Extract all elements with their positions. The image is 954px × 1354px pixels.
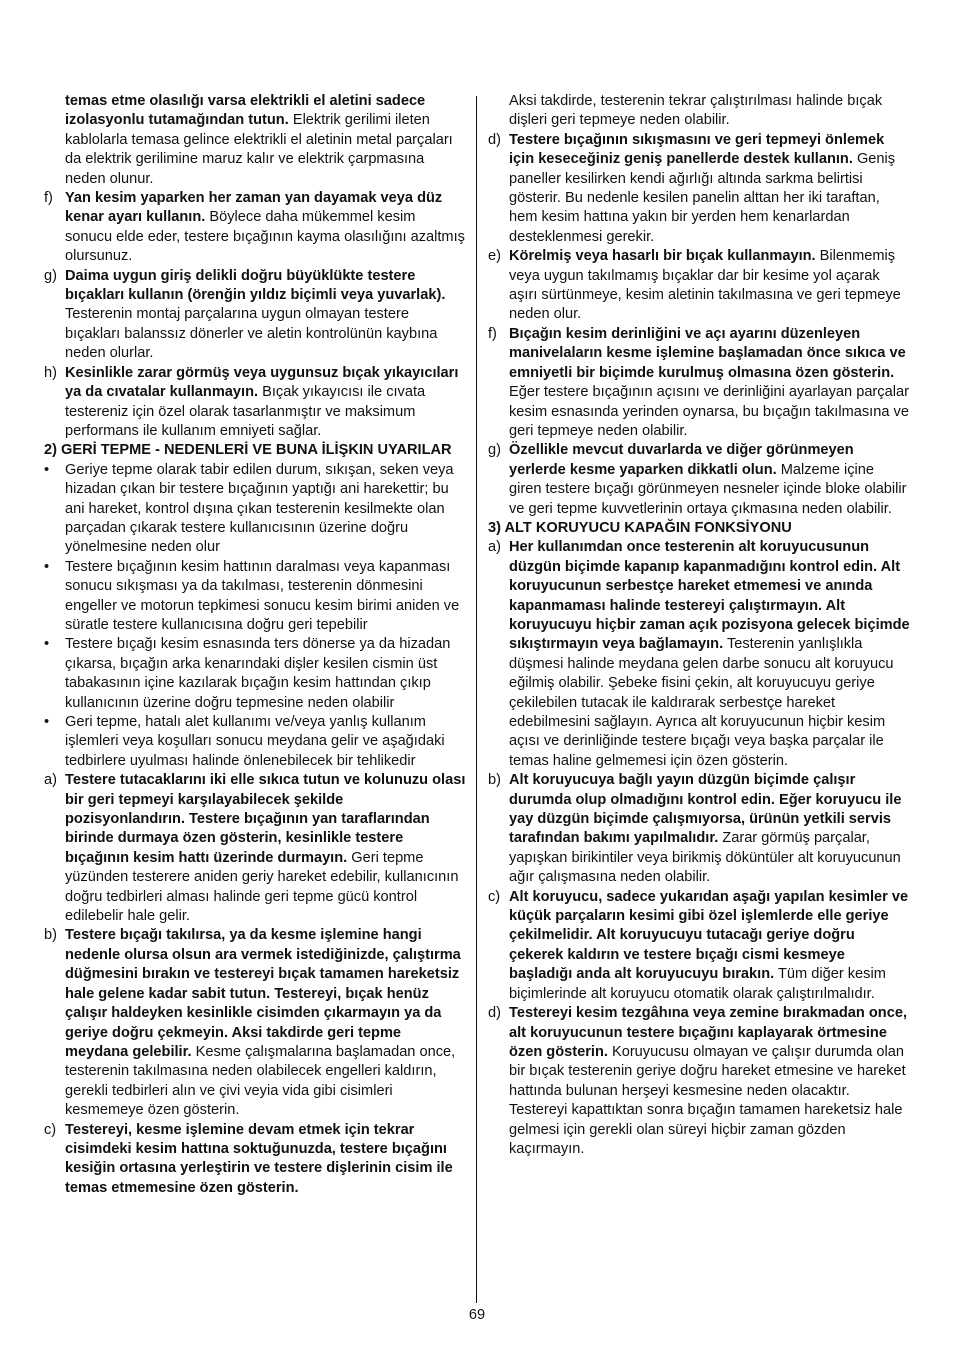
list-item-text: [65, 1121, 466, 1199]
list-item: [488, 441, 910, 519]
list-item: [488, 325, 910, 441]
list-marker: a): [488, 539, 501, 556]
list-item-text: [65, 364, 466, 442]
body-text: Testerenin yanlışlıkla düşmesi halinde meydana gelen darbe sonucu alt koruyucu eğilmiş olabilir. Şebeke fisini çekin, alt koruyucuyu geriye çekilebilen tutacak ile kaldırarak serbestçe hareket edebilmesini sağlayın. Ayrıca alt koruyucunun hiçbir kesim açısı ve derinliğinde testere bıçağı veya başka parçalar ile temas haline gelmemesi için özen gösterin.: [509, 636, 894, 769]
list-marker: •: [44, 558, 50, 575]
bold-text: Testere bıçağının sıkışmasını ve geri tepmeyi önlemek için keseceğiniz geniş panellerde destek kullanın.: [509, 131, 885, 168]
body-text: Bıçak yıkayıcısı ile cıvata testereniz için özel olarak tasarlanmıştır ve maksimum performans ile kullanım emniyeti sağlar.: [65, 384, 426, 439]
bold-text: temas etme olasılığı varsa elektrikli el aletini sadece izolasyonlu tutamağından tutun.: [65, 93, 426, 129]
list-marker: f): [44, 190, 53, 207]
section-heading: 2) GERİ TEPME - NEDENLERİ VE BUNA İLİŞKIN UYARILAR: [44, 442, 452, 459]
list-item-text: [65, 713, 466, 771]
list-item: [44, 926, 466, 1120]
list-item: [44, 189, 466, 267]
list-item-text: [509, 538, 910, 771]
body-text: Tüm diğer kesim biçimlerinde alt koruyucu otomatik olarak çalıştırılmalıdır.: [509, 966, 886, 1002]
list-marker: c): [44, 1121, 57, 1138]
body-text: Geri tepme yüzünden testerere aniden geriy hareket edebilir, kullanıcının doğru tedbirleri alması halinde geri tepme gücü kontrol edilebelir hale gelir.: [65, 849, 459, 925]
list-item: [44, 461, 466, 558]
list-item-text: [65, 461, 466, 558]
list-marker: a): [44, 772, 57, 789]
bold-text: Alt koruyucuya bağlı yayın düzgün biçimde çalışır durumda olup olmadığını kontrol edin. Eğer koruyucu ile yay düzgün biçimde çalışmıyorsa, ürünün yetkili servis tarafından bakımı yapılmalıdır.: [509, 772, 902, 847]
list-item: [44, 267, 466, 364]
list-item: [44, 713, 466, 771]
bold-text: Testere tutacaklarını iki elle sıkıca tutun ve kolunuzu olası bir geri tepmeyi karşılayabilecek şekilde pozisyonlandırın. Testere bıçağının yan taraflarından birinde durmaya özen gösterin, kesinlikle testere bıçağının kesim hattı üzerinde durmayın.: [65, 772, 466, 866]
bold-text: Testere bıçağı takılırsa, ya da kesme işlemine hangi nedenle olursa olsun ara vermek istediğinizde, çalıştırma düğmesini bırakın ve testereyi bıçak tamamen hareketsiz hale gelene kadar sabit tutun. Testereyi, bıçak henüz çalışır haldeyken kesinlikle cisimden çıkarmayın ya da geriye doğru çekmeyin. Aksi takdirde geri tepme meydana gelebilir.: [65, 927, 461, 1060]
list-marker: d): [488, 1005, 501, 1022]
list-marker: b): [44, 927, 57, 944]
right-column: [488, 92, 910, 1159]
section-heading: 3) ALT KORUYUCU KAPAĞIN FONKSİYONU: [488, 519, 792, 536]
list-item-text: [509, 325, 910, 441]
list-item-text: [509, 888, 910, 1004]
body-text: Bilenmemiş veya uygun takılmamış bıçaklar dar bir kesime yol açarak aşırı sürtünmeye, kesim aletinin takılmasına ve geri tepmeye neden olur.: [509, 248, 901, 323]
list-item: [488, 1004, 910, 1159]
bold-text: Alt koruyucu, sadece yukarıdan aşağı yapılan kesimler ve küçük parçaların kesimi gibi özel işlemlerde elle geriye çekilmelidir. Alt koruyucuyu tutacağı geriye doğru çekerek kaldırın ve testere bıçağı cismi kesmeye başladığı anda alt koruyucuyu bırakın.: [509, 888, 909, 983]
list-marker: c): [488, 888, 501, 905]
bold-text: Özellikle mevcut duvarlarda ve diğer görünmeyen yerlerde kesme yaparken dikkatli olun.: [509, 442, 854, 478]
list-item: [488, 888, 910, 1004]
body-text: Testere bıçağı kesim esnasında ters dönerse ya da hizadan çıkarsa, bıçağın arka kenarındaki dişler kesilen cismin üst tabakasının içine kazılarak bıçağın kesim hattından çıkıp kullanıcının üzerine doğru tepmesine neden olabilir: [65, 636, 451, 711]
list-marker: e): [488, 248, 501, 265]
body-text: Eğer testere bıçağının açısını ve derinliğini ayarlayan parçalar kesim esnasında yerinden oynarsa, bu bıçağın takılmasına ve geri tepmeye neden olabilir.: [509, 384, 909, 439]
list-item-text: [65, 267, 466, 364]
body-text: Geniş paneller kesilirken kendi ağırlığı altında sarkma belirtisi gösterir. Bu nedenle kesilen panelin alttan her iki taraftan, hem kesim hattına yakın bir yerden hem kenarlardan desteklenmesi gerekir.: [509, 151, 896, 245]
body-text: Testerenin montaj parçalarına uygun olmayan testere bıçakları balanssız dönerler ve aletin kontrolünün kaybına neden olurlar.: [65, 306, 438, 362]
list-item: [488, 771, 910, 887]
body-text: Geri tepme, hatalı alet kullanımı ve/veya yanlış kullanım işlemleri veya koşulları sonucu meydana gelir ve aşağıdaki tedbirlere uyulması halinde önlenebilecek bir tehlikedir: [65, 714, 445, 769]
list-marker: g): [44, 267, 57, 284]
bold-text: Testereyi kesim tezgâhına veya zemine bırakmadan once, alt koruyucunun testere bıçağını kaplayarak örtmesine özen gösterin.: [509, 1005, 907, 1060]
list-marker: g): [488, 442, 501, 459]
body-text: Koruyucusu olmayan ve çalışır durumda olan bir bıçak testerenin geriye doğru hareket etmesine ve hareket hattında bulunan herşeyi kesmesine neden olacaktır. Testereyi kapattıktan sonra bıçağın tamamen hareketsiz hale gelmesi için gerekli olan süreyi hiçbir zaman gözden kaçırmayın.: [509, 1043, 906, 1157]
list-item-text: [65, 771, 466, 926]
body-text: Kesme çalışmalarına başlamadan once, testerenin takılmasına neden olabilecek engelleri kaldırın, gerekli tedbirleri alın ve çivi veyia vida gibi cisimleri kesmemeye özen gösterin.: [65, 1043, 456, 1119]
body-text: Malzeme içine giren testere bıçağı görünmeyen nesneler içinde bloke olabilir ve geri tepme kuvvetlerinin ortaya çıkmasına neden olabilir.: [509, 461, 907, 517]
list-item-text: [65, 635, 466, 713]
list-item-text: [509, 771, 910, 887]
bold-text: Yan kesim yaparken her zaman yan dayamak veya düz kenar ayarı kullanın.: [65, 190, 443, 226]
list-item-text: [65, 189, 466, 267]
continued-paragraph: [44, 92, 466, 189]
bold-text: Daima uygun giriş delikli doğru büyüklükte testere bıçakları kullanın (örenğin yıldız biçimli veya yuvarlak).: [65, 267, 446, 304]
continued-paragraph: [488, 92, 910, 131]
list-marker: d): [488, 131, 501, 148]
list-marker: b): [488, 772, 501, 789]
list-item: [44, 364, 466, 442]
list-item-text: [509, 1004, 910, 1159]
left-column: [44, 92, 466, 1198]
list-item: [44, 558, 466, 636]
list-item: [44, 1121, 466, 1199]
list-marker: •: [44, 636, 50, 653]
body-text: Testere bıçağının kesim hattının daralması veya kapanması sonucu sıkışması ya da takılması, testerenin dönmesini engeller ve motorun tepkimesi sonucu kesim birimi aniden ve süratle testere kullanıcısına doğru geri tepebilir: [65, 558, 460, 633]
list-item: [488, 131, 910, 247]
list-item-text: [65, 926, 466, 1120]
list-marker: •: [44, 461, 50, 478]
list-item: [488, 538, 910, 771]
body-text: Zarar görmüş parçalar, yapışkan birikintiler veya birikmiş döküntüler alt koruyucunun ağır çalışmasına neden olabilir.: [509, 830, 901, 886]
list-marker: f): [488, 325, 497, 342]
list-item: [44, 771, 466, 926]
body-text: Geriye tepme olarak tabir edilen durum, sıkışan, seken veya hizadan çıkan bir testere bıçağının yaptığı ani harekettir; bu ani hareket, kontrol dışına çıkan testerenin kesilmekte olan parçadan çıkarak testere kullanıcısının üzerine doğru yönelmesine neden olur: [65, 461, 454, 556]
list-item-text: [65, 558, 466, 636]
list-item-text: [509, 131, 910, 247]
list-item: [488, 247, 910, 325]
page-number: 69: [468, 1307, 486, 1323]
list-marker: •: [44, 714, 50, 730]
list-item-text: [509, 247, 910, 325]
bold-text: Bıçağın kesim derinliğini ve açı ayarını düzenleyen manivelaların kesme işlemine başlamadan önce sıkıca ve emniyetli bir biçimde kurulmuş olmasına özen gösterin.: [509, 325, 906, 381]
bold-text: Her kullanımdan once testerenin alt koruyucusunun düzgün biçimde kapanıp kapanmadığını kontrol edin. Alt koruyucunun serbestçe hareket etmemesi ve anında kapanmaması halinde testereyi çalıştırmayın. Alt koruyucuyu hiçbir zaman açık pozisyona gelecek biçimde sıkıştırmayın veya bağlamayın.: [509, 539, 910, 653]
list-item-text: [509, 441, 910, 519]
list-item: [44, 635, 466, 713]
bold-text: Testereyi, kesme işlemine devam etmek için tekrar cisimdeki kesim hattına soktuğunuzda, testere bıçağını kesiğin ortasına yerleştirin ve testere dişlerinin cisim ile temas etmemesine özen gösterin.: [65, 1121, 453, 1196]
column-divider: [476, 96, 477, 1303]
bold-text: Kesinlikle zarar görmüş veya uygunsuz bıçak yıkayıcıları ya da cıvatalar kullanmayın.: [65, 364, 459, 401]
body-text: Aksi takdirde, testerenin tekrar çalıştırılması halinde bıçak dişleri geri tepmeye neden olabilir.: [509, 93, 883, 129]
bold-text: Körelmiş veya hasarlı bir bıçak kullanmayın.: [509, 248, 816, 265]
body-text: Böylece daha mükemmel kesim sonucu elde eder, testere bıçağının kayma olasılığını azaltmış olursunuz.: [65, 209, 465, 265]
body-text: Elektrik gerilimi ileten kablolarla temasa gelince elektrikli el aletinin metal parçaları da elektrik gerilimine maruz kalır ve elektrik çarpmasına neden olunur.: [65, 112, 453, 187]
list-marker: h): [44, 364, 57, 381]
